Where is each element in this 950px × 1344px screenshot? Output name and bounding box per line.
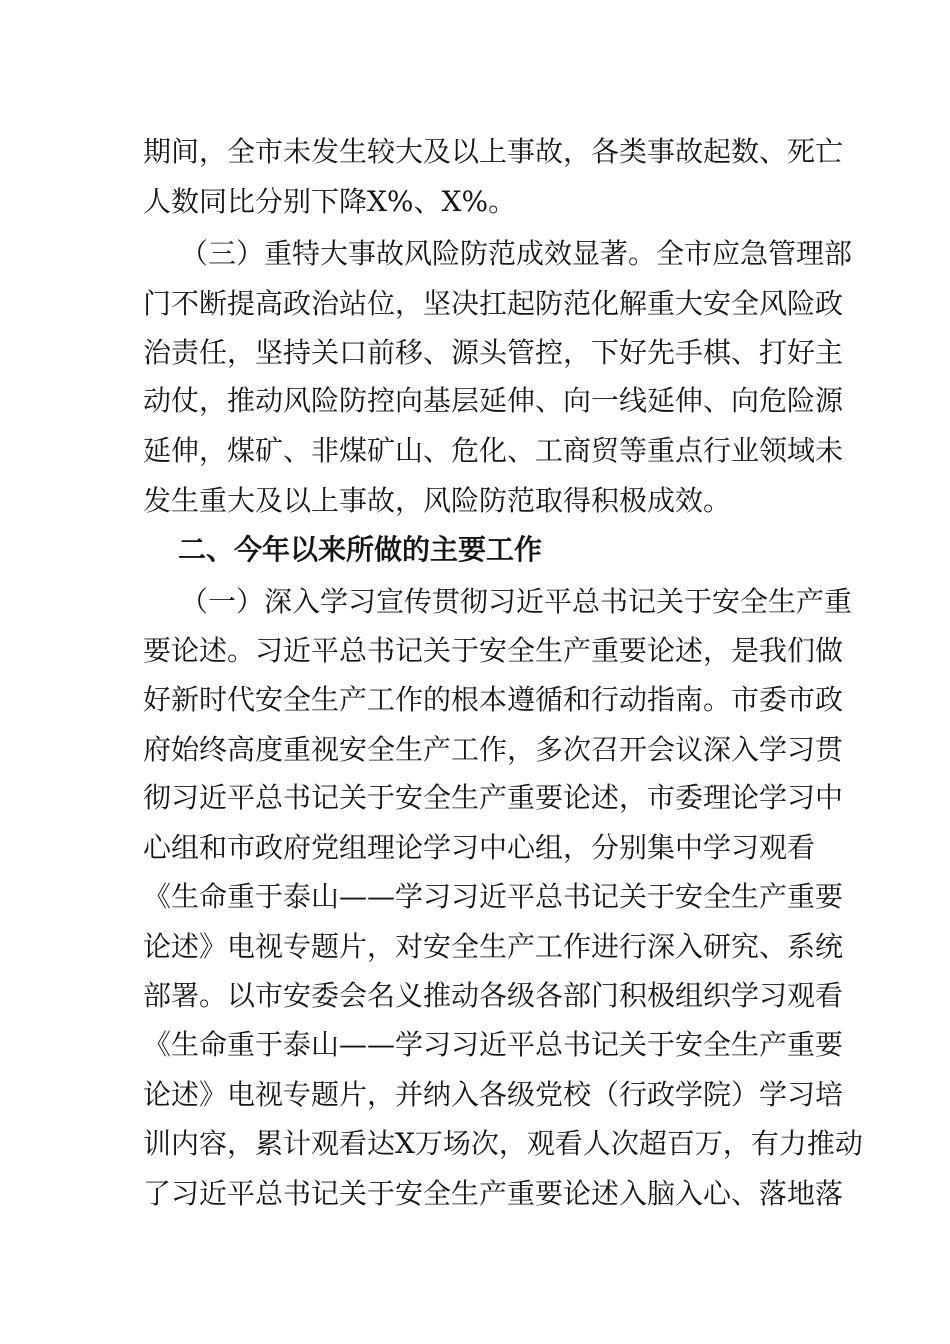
- text-line: 论述》电视专题片，并纳入各级党校（行政学院）学习培: [143, 1078, 844, 1111]
- text-line: 发生重大及以上事故，风险防范取得积极成效。: [143, 484, 732, 517]
- text-line: 彻习近平总书记关于安全生产重要论述，市委理论学习中: [143, 781, 844, 814]
- text-line: 延伸，煤矿、非煤矿山、危化、工商贸等重点行业领域未: [143, 434, 844, 467]
- text-line: 门不断提高政治站位，坚决扛起防范化解重大安全风险政: [143, 287, 844, 320]
- text-line: 动仗，推动风险防控向基层延伸、向一线延伸、向危险源: [143, 384, 844, 417]
- text-line: 好新时代安全生产工作的根本遵循和行动指南。市委市政: [143, 683, 844, 716]
- text-line: 期间，全市未发生较大及以上事故，各类事故起数、死亡: [143, 135, 844, 168]
- text-line: 人数同比分别下降X%、X%。: [143, 185, 517, 218]
- text-line: 部署。以市安委会名义推动各级各部门积极组织学习观看: [143, 979, 844, 1012]
- text-line: 了习近平总书记关于安全生产重要论述入脑入心、落地落: [143, 1177, 844, 1210]
- text-line: （三）重特大事故风险防范成效显著。全市应急管理部: [180, 237, 853, 270]
- text-line: 要论述。习近平总书记关于安全生产重要论述，是我们做: [143, 634, 844, 667]
- text-line: 《生命重于泰山——学习习近平总书记关于安全生产重要: [143, 880, 844, 913]
- text-line: 训内容，累计观看达X万场次，观看人次超百万，有力推动: [143, 1127, 863, 1160]
- text-line: 府始终高度重视安全生产工作，多次召开会议深入学习贯: [143, 733, 844, 766]
- text-line: 《生命重于泰山——学习习近平总书记关于安全生产重要: [143, 1028, 844, 1061]
- text-line: （一）深入学习宣传贯彻习近平总书记关于安全生产重: [180, 585, 853, 618]
- section-heading: 二、今年以来所做的主要工作: [178, 533, 543, 566]
- text-line: 论述》电视专题片，对安全生产工作进行深入研究、系统: [143, 930, 844, 963]
- text-line: 心组和市政府党组理论学习中心组，分别集中学习观看: [143, 831, 816, 864]
- text-line: 治责任，坚持关口前移、源头管控，下好先手棋、打好主: [143, 336, 844, 369]
